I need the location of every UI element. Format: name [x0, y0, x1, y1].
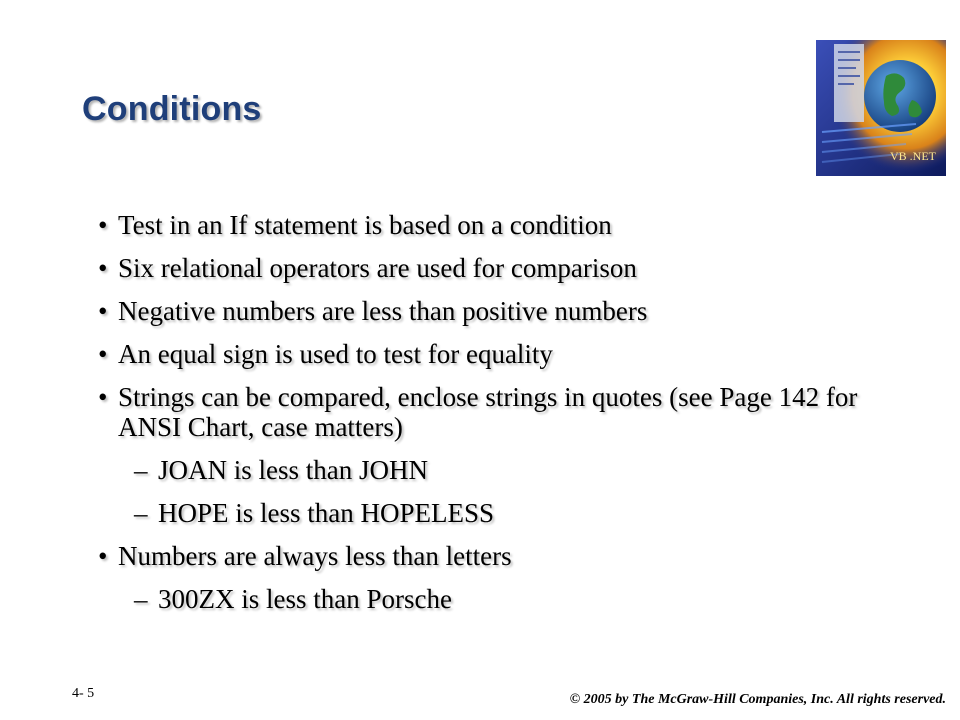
bullet-item [82, 253, 882, 283]
bullet-text: Test in an If statement is based on a condition [118, 210, 612, 240]
bullet-marker: • [98, 382, 108, 412]
sub-bullet-item [82, 584, 882, 614]
sub-bullet-text: JOAN is less than JOHN [158, 455, 428, 485]
bullet-text: Negative numbers are less than positive numbers [118, 296, 648, 326]
bullet-item [82, 296, 882, 326]
bullet-item [82, 210, 882, 240]
sub-bullet-marker: – [134, 584, 148, 614]
bullet-marker: • [98, 339, 108, 369]
bullet-text: Numbers are always less than letters [118, 541, 512, 571]
copyright-notice: © 2005 by The McGraw-Hill Companies, Inc. All rights reserved. [569, 692, 946, 707]
bullet-text: Six relational operators are used for comparison [118, 253, 637, 283]
bullet-marker: • [98, 541, 108, 571]
slide-number: 4- 5 [72, 686, 95, 701]
sub-bullet-item [82, 498, 882, 528]
svg-text:VB .NET: VB .NET [890, 149, 936, 163]
bullet-item [82, 382, 882, 442]
sub-bullet-item [82, 455, 882, 485]
bullet-marker: • [98, 253, 108, 283]
bullet-marker: • [98, 210, 108, 240]
bullet-text: Strings can be compared, enclose strings in quotes (see Page 142 for ANSI Chart, case matters) [118, 382, 858, 442]
bullet-item [82, 541, 882, 571]
bullet-item [82, 339, 882, 369]
globe-vbnet-logo-icon [816, 40, 946, 176]
sub-bullet-text: HOPE is less than HOPELESS [158, 498, 495, 528]
sub-bullet-marker: – [134, 455, 148, 485]
sub-bullet-marker: – [134, 498, 148, 528]
slide-title: Conditions [82, 90, 262, 128]
bullet-list [82, 210, 882, 627]
sub-bullet-text: 300ZX is less than Porsche [158, 584, 452, 614]
bullet-marker: • [98, 296, 108, 326]
bullet-text: An equal sign is used to test for equality [118, 339, 553, 369]
